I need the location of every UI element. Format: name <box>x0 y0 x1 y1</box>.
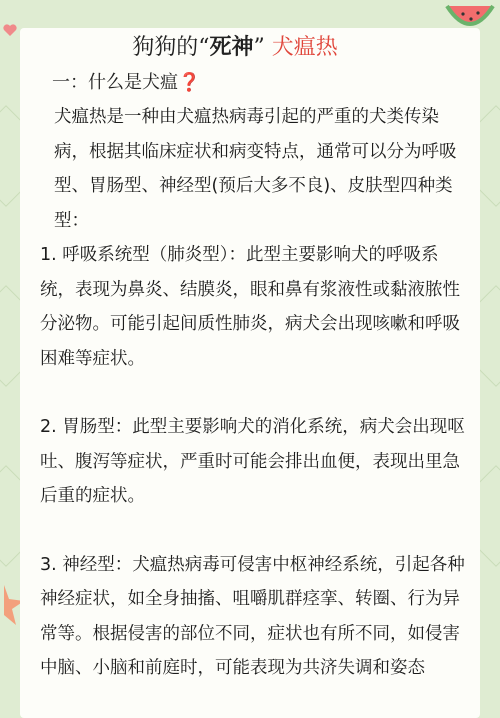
question-icon: ❓ <box>178 72 201 93</box>
body-text <box>40 100 470 686</box>
title-part-1: 狗狗的“ <box>132 35 210 60</box>
type2-paragraph: 2. 胃肠型：此型主要影响犬的消化系统，病犬会出现呕吐、腹泻等症状，严重时可能会排出血便，表现出里急后重的症状。 <box>40 417 465 506</box>
title-part-3: ” <box>253 35 265 60</box>
type3-paragraph: 3. 神经型：犬瘟热病毒可侵害中枢神经系统，引起各种神经症状，如全身抽搐、咀嚼肌群痉挛、转圈、行为异常等。根据侵害的部位不同，症状也有所不同，如侵害中脑、小脑和前庭时，可能表现为共济失调和姿态 <box>40 554 465 678</box>
section-heading-text: 一：什么是犬瘟 <box>52 72 178 93</box>
title-part-2: 死神 <box>209 34 254 60</box>
section-heading <box>52 68 200 94</box>
intro-paragraph: 犬瘟热是一种由犬瘟热病毒引起的严重的犬类传染病，根据其临床症状和病变特点，通常可以分为呼吸型、胃肠型、神经型(预后大多不良)、皮肤型四种类型： <box>54 107 457 231</box>
page-title <box>0 30 470 61</box>
type1-paragraph: 1. 呼吸系统型（肺炎型）：此型主要影响犬的呼吸系统，表现为鼻炎、结膜炎，眼和鼻有浆液性或黏液脓性分泌物。可能引起间质性肺炎，病犬会出现咳嗽和呼吸困难等症状。 <box>40 245 460 369</box>
title-part-4: 犬瘟热 <box>264 35 338 60</box>
